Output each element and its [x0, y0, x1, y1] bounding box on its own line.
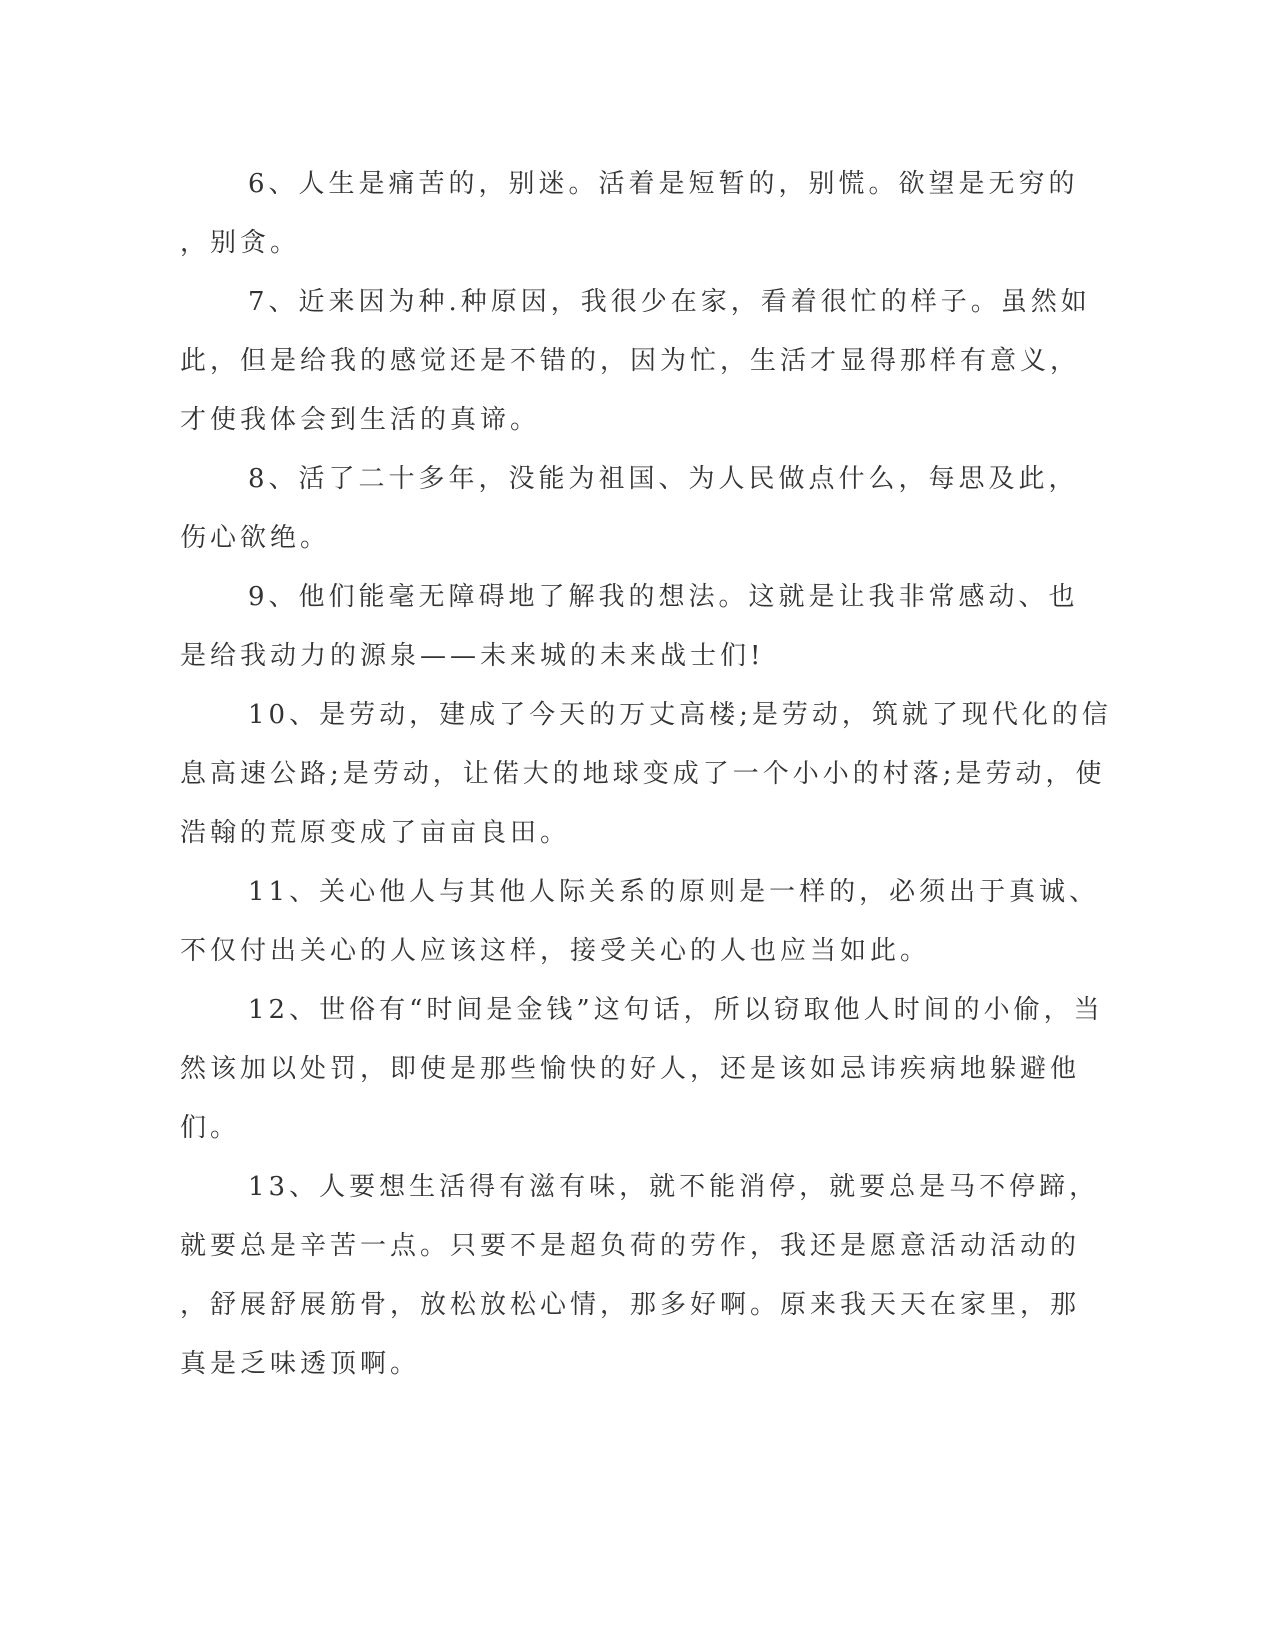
paragraph-line: 们。	[180, 1113, 241, 1143]
paragraph-line: 息高速公路;是劳动，让偌大的地球变成了一个小小的村落;是劳动，使	[180, 759, 1106, 789]
paragraph-line: 11、关心他人与其他人际关系的原则是一样的，必须出于真诚、	[248, 877, 1100, 907]
paragraph-line: ，别贪。	[180, 228, 301, 258]
paragraph-line: ，舒展舒展筋骨，放松放松心情，那多好啊。原来我天天在家里，那	[180, 1290, 1081, 1320]
paragraph-6	[180, 155, 1079, 273]
paragraph-line: 12、世俗有“时间是金钱”这句话，所以窃取他人时间的小偷，当	[248, 995, 1104, 1025]
paragraph-line: 8、活了二十多年，没能为祖国、为人民做点什么，每思及此，	[248, 464, 1079, 494]
paragraph-10	[180, 686, 1112, 863]
paragraph-line: 然该加以处罚，即使是那些愉快的好人，还是该如忌讳疾病地躲避他	[180, 1054, 1081, 1084]
paragraph-line: 7、近来因为种.种原因，我很少在家，看着很忙的样子。虽然如	[248, 287, 1091, 317]
paragraph-line: 6、人生是痛苦的，别迷。活着是短暂的，别慌。欲望是无穷的	[248, 169, 1079, 199]
paragraph-13	[180, 1158, 1100, 1394]
document-body	[180, 155, 1112, 1394]
paragraph-line: 浩翰的荒原变成了亩亩良田。	[180, 818, 571, 848]
paragraph-8	[180, 450, 1079, 568]
paragraph-7	[180, 273, 1091, 450]
paragraph-line: 此，但是给我的感觉还是不错的，因为忙，生活才显得那样有意义，	[180, 346, 1081, 376]
paragraph-line: 就要总是辛苦一点。只要不是超负荷的劳作，我还是愿意活动活动的	[180, 1231, 1081, 1261]
paragraph-line: 10、是劳动，建成了今天的万丈高楼;是劳动，筑就了现代化的信	[248, 700, 1112, 730]
paragraph-line: 是给我动力的源泉——未来城的未来战士们!	[180, 641, 765, 671]
paragraph-line: 才使我体会到生活的真谛。	[180, 405, 541, 435]
paragraph-line: 13、人要想生活得有滋有味，就不能消停，就要总是马不停蹄，	[248, 1172, 1100, 1202]
paragraph-line: 真是乏味透顶啊。	[180, 1349, 421, 1379]
paragraph-9	[180, 568, 1079, 686]
paragraph-12	[180, 981, 1104, 1158]
paragraph-11	[180, 863, 1100, 981]
paragraph-line: 9、他们能毫无障碍地了解我的想法。这就是让我非常感动、也	[248, 582, 1079, 612]
paragraph-line: 不仅付出关心的人应该这样，接受关心的人也应当如此。	[180, 936, 931, 966]
paragraph-line: 伤心欲绝。	[180, 523, 331, 553]
